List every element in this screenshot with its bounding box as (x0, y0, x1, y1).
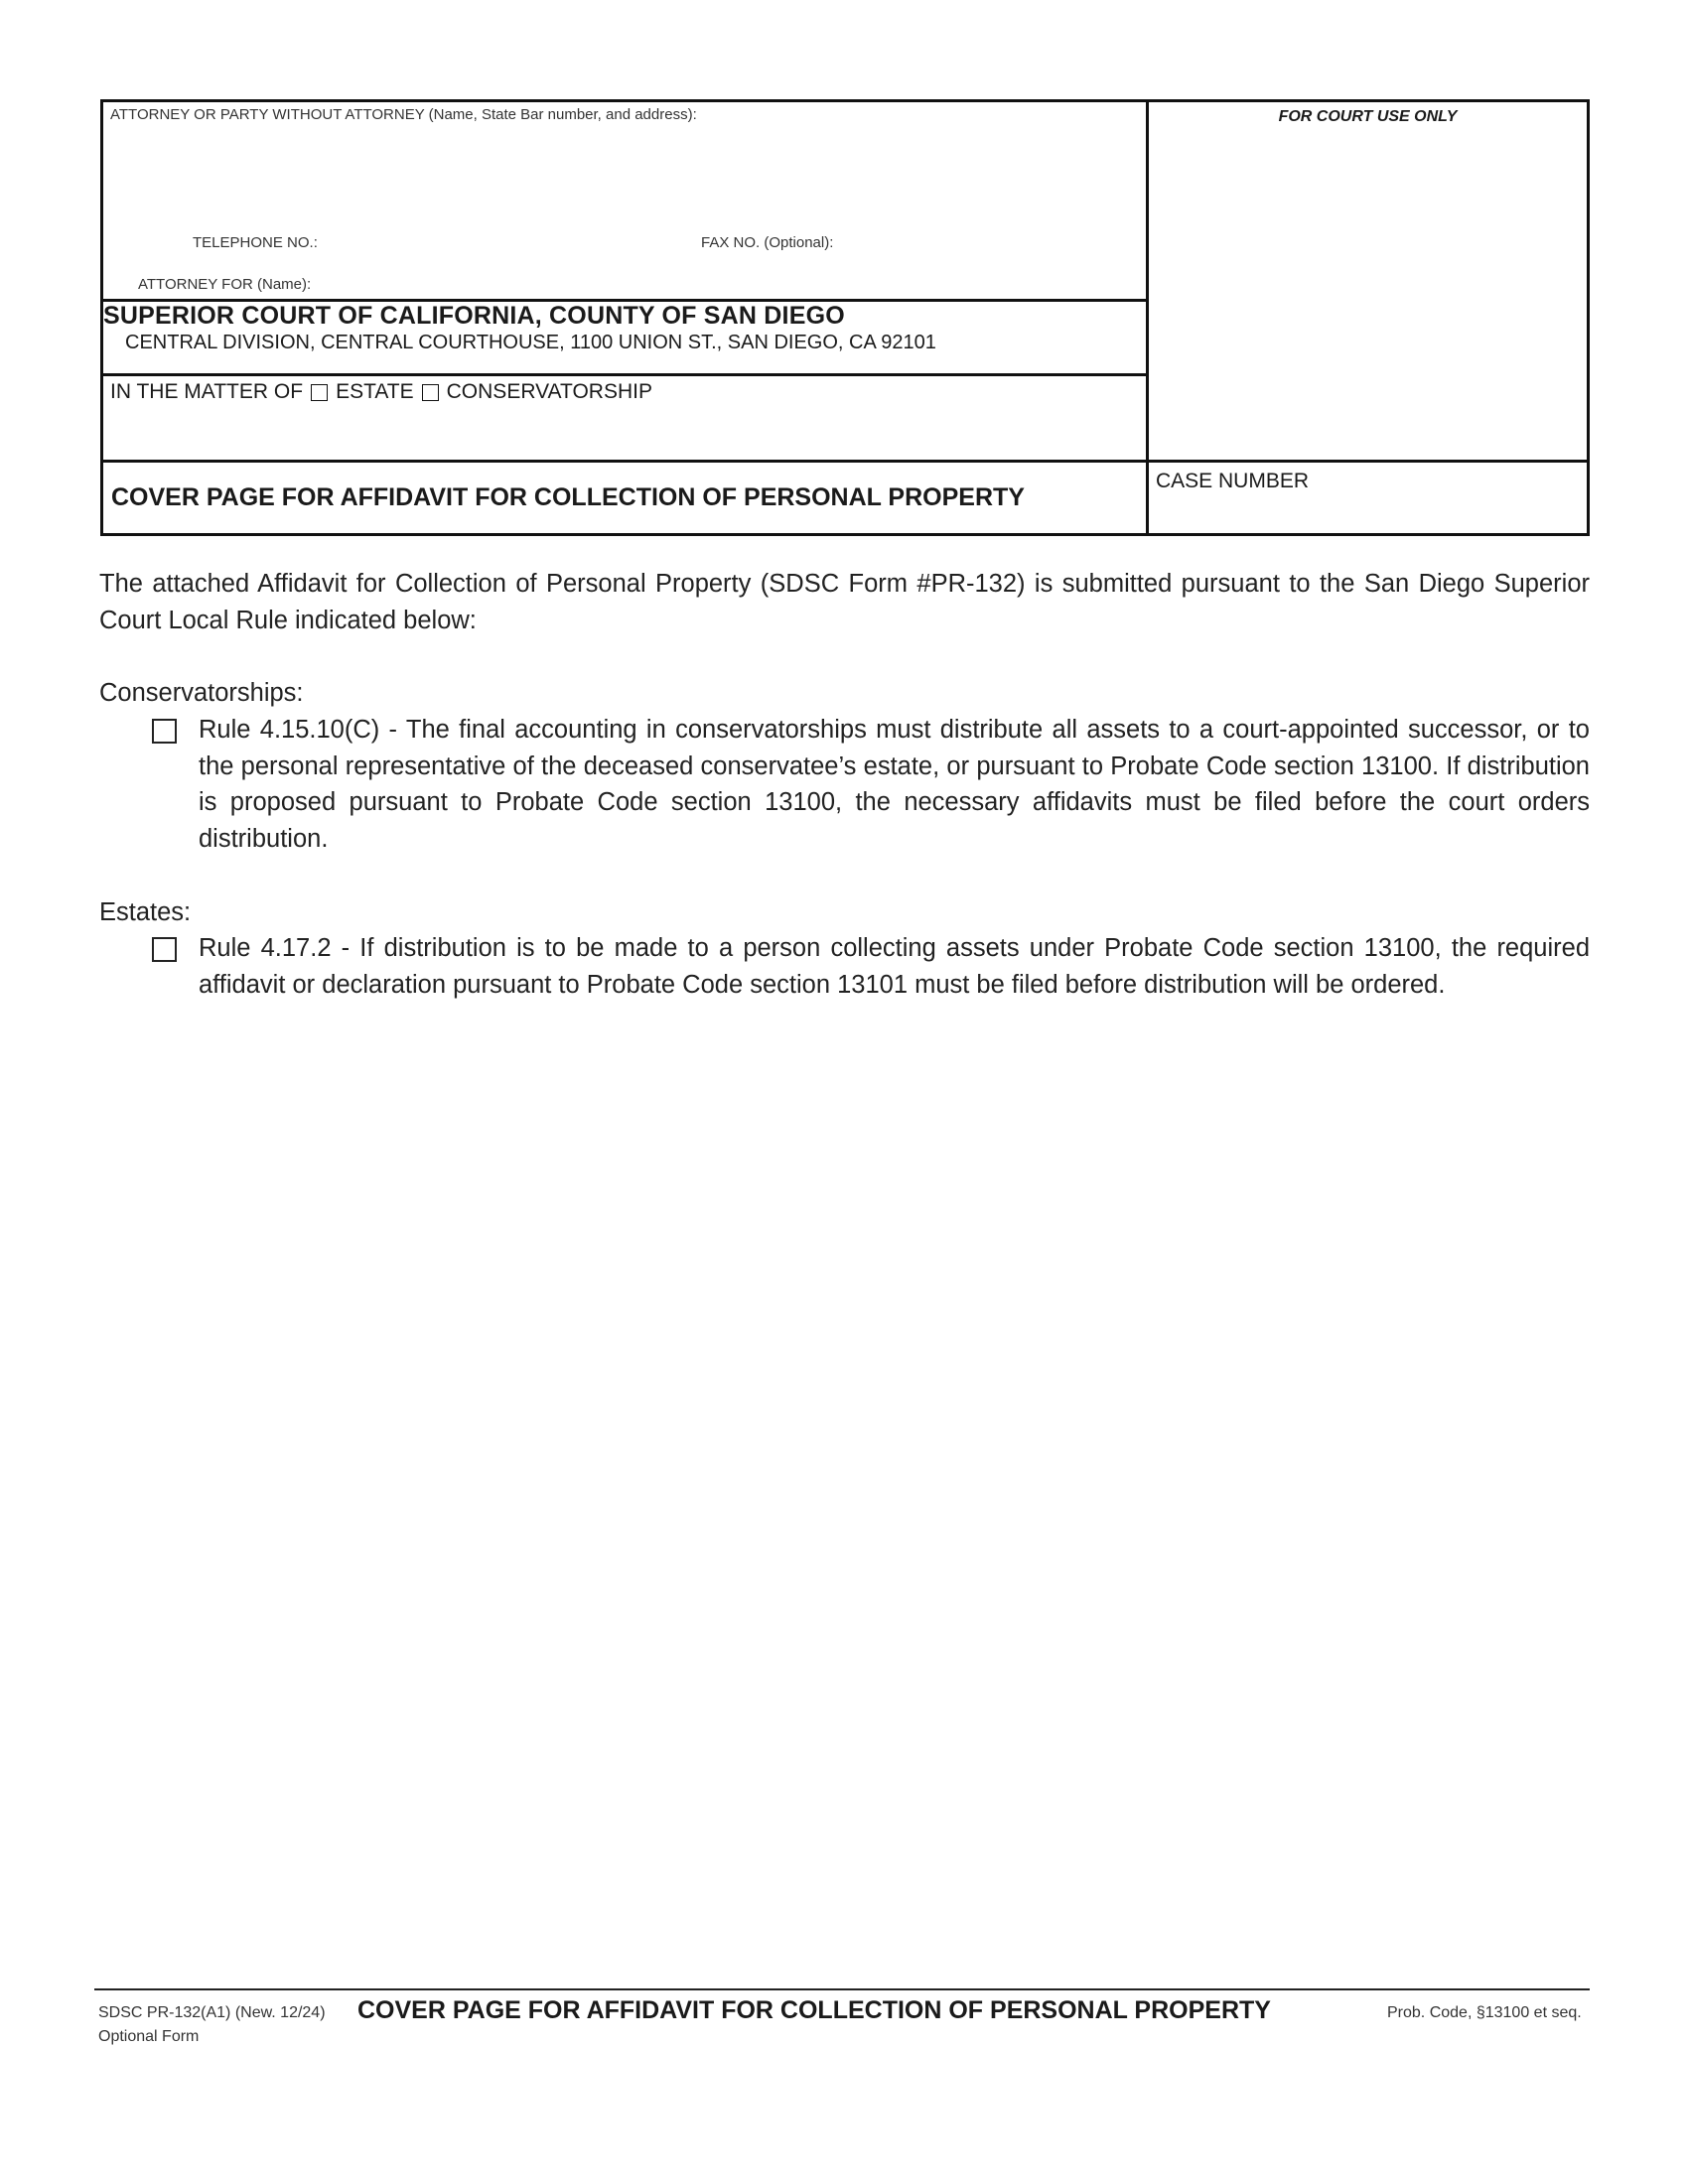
intro-paragraph: The attached Affidavit for Collection of Personal Property (SDSC Form #PR-132) is submitted pursuant to the San Diego Superior Court Local Rule indicated below: (99, 570, 1590, 634)
caption-table (100, 99, 1590, 536)
court-use-label: FOR COURT USE ONLY (1278, 108, 1458, 125)
estates-heading: Estates: (99, 898, 192, 926)
footer-reference: Prob. Code, §13100 et seq. (1387, 2004, 1582, 2021)
matter-line (110, 380, 652, 404)
footer-optional-form: Optional Form (98, 2028, 200, 2045)
attorney-label: ATTORNEY OR PARTY WITHOUT ATTORNEY (Name, State Bar number, and address): (110, 106, 697, 123)
conservatorship-checkbox[interactable] (422, 384, 439, 401)
rule-4-15-10c-checkbox[interactable] (152, 719, 177, 744)
conservatorship-option-label: CONSERVATORSHIP (446, 380, 652, 403)
divider-matter (103, 460, 1587, 463)
footer-title: COVER PAGE FOR AFFIDAVIT FOR COLLECTION OF PERSONAL PROPERTY (357, 1996, 1271, 2024)
rule-4-17-2-text: Rule 4.17.2 - If distribution is to be made to a person collecting assets under Probate Code section 13100, the required affidavit or declaration pursuant to Probate Code section 13101 must be filed before distribution will be ordered. (199, 934, 1590, 999)
cover-title: COVER PAGE FOR AFFIDAVIT FOR COLLECTION OF PERSONAL PROPERTY (111, 483, 1025, 511)
column-divider (1146, 102, 1149, 533)
rule-4-15-10c-text: Rule 4.15.10(C) - The final accounting in conservatorships must distribute all assets to a court-appointed successor, or to the personal representative of the deceased conservatee’s estate, or pursuant to Probate Code section 13100. If distribution is proposed pursuant to Probate Code section 13100, the necessary affidavits must be filed before the court orders distribution. (199, 716, 1590, 853)
estate-option-label: ESTATE (336, 380, 414, 403)
court-address: CENTRAL DIVISION, CENTRAL COURTHOUSE, 1100 UNION ST., SAN DIEGO, CA 92101 (125, 332, 936, 353)
footer-form-code: SDSC PR-132(A1) (New. 12/24) (98, 2004, 326, 2021)
matter-prefix: IN THE MATTER OF (110, 380, 304, 403)
rule-4-17-2-checkbox[interactable] (152, 937, 177, 962)
court-name: SUPERIOR COURT OF CALIFORNIA, COUNTY OF SAN DIEGO (103, 302, 845, 330)
conservatorships-heading: Conservatorships: (99, 679, 304, 707)
divider-court (103, 373, 1146, 376)
fax-label: FAX NO. (Optional): (701, 234, 834, 251)
estate-checkbox[interactable] (311, 384, 328, 401)
telephone-label: TELEPHONE NO.: (193, 234, 318, 251)
case-number-label: CASE NUMBER (1156, 470, 1310, 492)
attorney-for-label: ATTORNEY FOR (Name): (138, 276, 312, 293)
footer-divider (94, 1988, 1590, 1990)
attorney-info-field[interactable] (103, 102, 1146, 299)
